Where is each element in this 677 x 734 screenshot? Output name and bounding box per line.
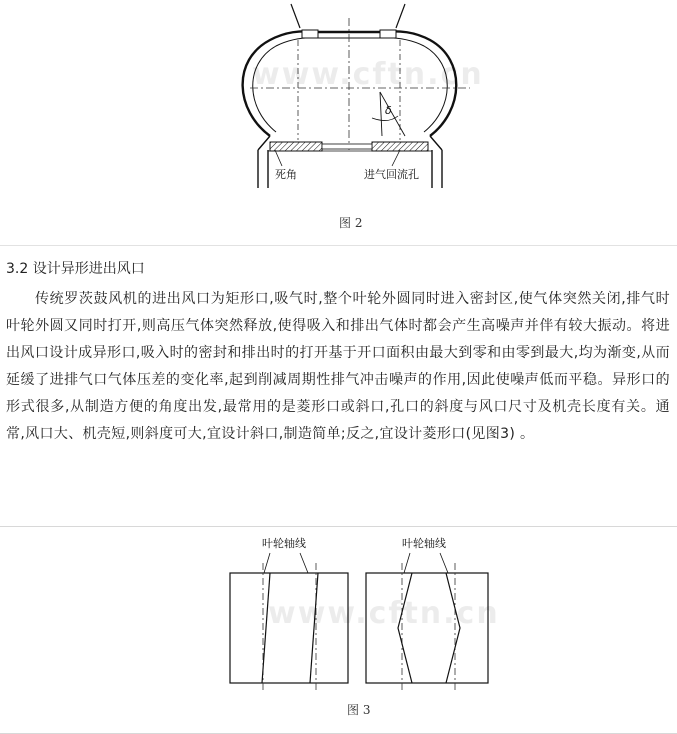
figure-2-panel	[0, 0, 677, 245]
figure-2-diagram	[0, 0, 677, 245]
inlet-backflow-hole-label: 进气回流孔	[364, 168, 419, 181]
figure-3-diagram	[0, 527, 677, 733]
right-impeller-axis-label: 叶轮轴线	[402, 537, 446, 550]
watermark: www.cftn.cn	[252, 57, 484, 92]
section-paragraph: 传统罗茨鼓风机的进出风口为矩形口,吸气时,整个叶轮外圆同时进入密封区,使气体突然关闭,排气时叶轮外圆又同时打开,则高压气体突然释放,使得吸入和排出气体时都会产生高噪声并伴有较大振动。将进出风口设计成异形口,吸入时的密封和排出时的打开基于开口面积由最大到零和由零到最大,均为渐变,从而延缓了进排气口气体压差的变化率,起到削减周期性排气冲击噪声的作用,因此使噪声低而平稳。异形口的形式很多,从制造方便的角度出发,最常用的是菱形口或斜口,孔口的斜度与风口尺寸及机壳长度有关。通常,风口大、机壳短,则斜度可大,宜设计斜口,制造简单;反之,宜设计菱形口(见图3) 。	[6, 291, 670, 442]
delta-label: δ	[385, 104, 392, 117]
figure-3-panel	[0, 526, 677, 734]
section-heading: 3.2 设计异形进出风口	[6, 261, 145, 277]
left-impeller-axis-label: 叶轮轴线	[262, 537, 306, 550]
figure-2-caption: 图 2	[339, 216, 363, 230]
section-text-panel	[0, 245, 677, 526]
dead-corner-label: 死角	[275, 168, 297, 181]
figure-3-caption: 图 3	[347, 703, 371, 717]
watermark: www.cftn.cn	[268, 596, 500, 631]
